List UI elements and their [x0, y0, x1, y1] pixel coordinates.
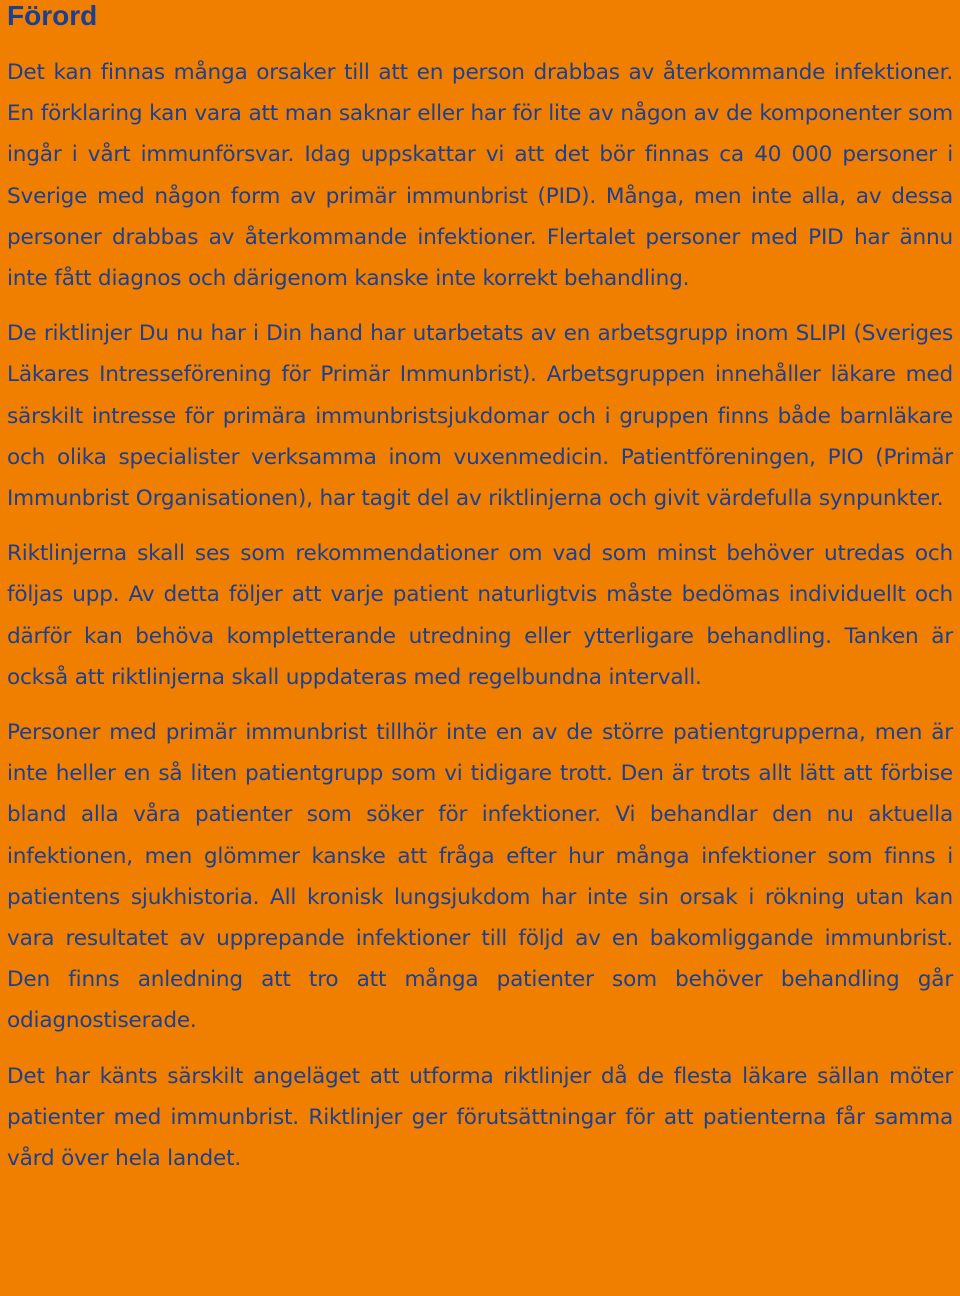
paragraph-1: Det kan finnas många orsaker till att en person drabbas av återkommande infektioner. En förklaring kan vara att man saknar eller har för lite av någon av de komponenter som ingår i vårt immunförsvar. Idag uppskattar vi att det bör finnas ca 40 000 personer i Sverige med någon form av primär immunbrist (PID). Många, men inte alla, av dessa personer drabbas av återkommande infektioner. Flertalet personer med PID har ännu inte fått diagnos och därigenom kanske inte korrekt behandling.: [7, 60, 953, 292]
paragraph-2: De riktlinjer Du nu har i Din hand har utarbetats av en arbetsgrupp inom SLIPI (Sveriges Läkares Intresseförening för Primär Immunbrist). Arbetsgruppen innehåller läkare med särskilt intresse för primära immunbristsjukdomar och i gruppen finns både barnläkare och olika specialister verksamma inom vuxenmedicin. Patientföreningen, PIO (Primär Immunbrist Organisationen), har tagit del av riktlinjerna och givit värdefulla synpunkter.: [7, 321, 953, 512]
page-title: Förord: [7, 0, 98, 31]
body-text: [7, 52, 953, 1179]
paragraph-5: Det har känts särskilt angeläget att utforma riktlinjer då de flesta läkare sällan möter patienter med immunbrist. Riktlinjer ger förutsättningar för att patienterna får samma vård över hela landet.: [7, 1063, 953, 1172]
paragraph-4: Personer med primär immunbrist tillhör inte en av de större patientgrupperna, men är inte heller en så liten patientgrupp som vi tidigare trott. Den är trots allt lätt att förbise bland alla våra patienter som söker för infektioner. Vi behandlar den nu aktuella infektionen, men glömmer kanske att fråga efter hur många infektioner som finns i patientens sjukhistoria. All kronisk lungsjukdom har inte sin orsak i rökning utan kan vara resultatet av upprepande infektioner till följd av en bakomliggande immunbrist. Den finns anledning att tro att många patienter som behöver behandling går odiagnostiserade.: [7, 720, 953, 1034]
paragraph-3: Riktlinjerna skall ses som rekommendationer om vad som minst behöver utredas och följas upp. Av detta följer att varje patient naturligtvis måste bedömas individuellt och därför kan behöva kompletterande utredning eller ytterligare behandling. Tanken är också att riktlinjerna skall uppdateras med regelbundna intervall.: [7, 541, 953, 690]
